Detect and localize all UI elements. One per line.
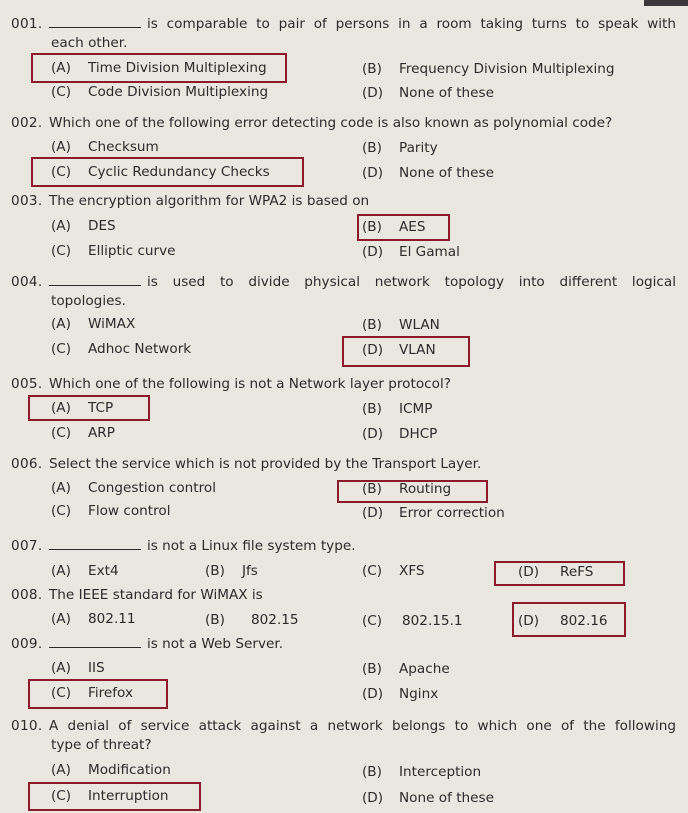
option-d[interactable]: (D) None of these: [362, 165, 494, 181]
option-a[interactable]: (A) 802.11: [51, 611, 136, 627]
question-text: 006. Select the service which is not provided by the Transport Layer.: [11, 456, 482, 472]
option-b[interactable]: (B) Frequency Division Multiplexing: [362, 61, 615, 77]
page-corner-mark: [644, 0, 688, 6]
question-010: [11, 717, 676, 755]
question-number: 008.: [11, 587, 43, 603]
question-text: 002. Which one of the following error detecting code is also known as polynomial code?: [11, 115, 613, 131]
answer-highlight-box: [512, 602, 626, 637]
option-a[interactable]: (A) IIS: [51, 660, 105, 676]
option-d[interactable]: (D) El Gamal: [362, 244, 460, 260]
question-number: 003.: [11, 193, 43, 209]
option-c[interactable]: (C) 802.15.1: [362, 613, 463, 629]
option-b[interactable]: (B) Parity: [362, 140, 438, 156]
question-text-line1: A denial of service attack against a network belongs to which one of the following: [49, 718, 676, 734]
question-number: 009.: [11, 636, 43, 652]
option-c[interactable]: (C) ARP: [51, 425, 115, 441]
question-007: [11, 537, 676, 556]
option-a[interactable]: (A) Time Division Multiplexing: [51, 60, 267, 76]
option-b[interactable]: (B) AES: [362, 219, 426, 235]
option-d[interactable]: (D) DHCP: [362, 426, 438, 442]
question-text-line2: topologies.: [51, 293, 126, 309]
option-c[interactable]: (C) Cyclic Redundancy Checks: [51, 164, 270, 180]
option-a[interactable]: (A) Checksum: [51, 139, 159, 155]
question-number: 004.: [11, 274, 43, 290]
question-number: 010.: [11, 718, 43, 734]
question-003: [11, 192, 676, 211]
option-b[interactable]: (B) 802.15: [205, 612, 299, 628]
option-a[interactable]: (A) DES: [51, 218, 116, 234]
question-number: 002.: [11, 115, 43, 131]
question-text: [11, 717, 676, 736]
answer-blank: [49, 635, 141, 648]
question-006: [11, 455, 676, 474]
answer-blank: [49, 537, 141, 550]
option-d[interactable]: (D) ReFS: [518, 564, 594, 580]
question-text: 007. is not a Linux file system type.: [11, 538, 356, 554]
question-text: 008. The IEEE standard for WiMAX is: [11, 587, 263, 603]
question-text: 003. The encryption algorithm for WPA2 is based on: [11, 193, 370, 209]
question-001: [11, 15, 676, 53]
answer-highlight-box: [357, 214, 450, 241]
option-d[interactable]: (D) Error correction: [362, 505, 505, 521]
option-d[interactable]: (D) VLAN: [362, 342, 436, 358]
question-text-line1: is used to divide physical network topology into different logical: [147, 274, 676, 290]
question-number: 005.: [11, 376, 43, 392]
question-002: [11, 114, 676, 133]
answer-blank: [49, 273, 141, 286]
option-d[interactable]: (D) 802.16: [518, 613, 608, 629]
answer-blank: [49, 15, 141, 28]
answer-highlight-box: [28, 782, 201, 811]
option-a[interactable]: (A) WiMAX: [51, 316, 136, 332]
option-c[interactable]: (C) Flow control: [51, 503, 171, 519]
option-b[interactable]: (B) ICMP: [362, 401, 433, 417]
answer-highlight-box: [31, 53, 287, 83]
option-b[interactable]: (B) Jfs: [205, 563, 258, 579]
option-b[interactable]: (B) WLAN: [362, 317, 440, 333]
question-number: 001.: [11, 16, 43, 32]
question-text: [11, 15, 676, 34]
question-text-line2: each other.: [51, 35, 128, 51]
question-text: 005. Which one of the following is not a Network layer protocol?: [11, 376, 451, 392]
question-004: [11, 273, 676, 311]
option-c[interactable]: (C) XFS: [362, 563, 425, 579]
option-a[interactable]: (A) TCP: [51, 400, 114, 416]
question-number: 007.: [11, 538, 43, 554]
question-text: 009. is not a Web Server.: [11, 636, 284, 652]
option-d[interactable]: (D) Nginx: [362, 686, 439, 702]
question-number: 006.: [11, 456, 43, 472]
option-c[interactable]: (C) Elliptic curve: [51, 243, 176, 259]
option-a[interactable]: (A) Congestion control: [51, 480, 216, 496]
option-a[interactable]: (A) Modification: [51, 762, 171, 778]
option-d[interactable]: (D) None of these: [362, 85, 494, 101]
option-d[interactable]: (D) None of these: [362, 790, 494, 806]
question-005: [11, 375, 676, 394]
option-c[interactable]: (C) Adhoc Network: [51, 341, 192, 357]
question-text-line2: type of threat?: [51, 737, 152, 753]
answer-highlight-box: [28, 395, 150, 421]
answer-highlight-box: [337, 480, 488, 503]
option-b[interactable]: (B) Apache: [362, 661, 450, 677]
option-c[interactable]: (C) Code Division Multiplexing: [51, 84, 269, 100]
option-a[interactable]: (A) Ext4: [51, 563, 119, 579]
question-text: [11, 273, 676, 292]
answer-highlight-box: [31, 157, 304, 187]
option-b[interactable]: (B) Interception: [362, 764, 482, 780]
question-text-line1: is comparable to pair of persons in a room taking turns to speak with: [147, 16, 676, 32]
answer-highlight-box: [28, 679, 168, 709]
answer-highlight-box: [342, 336, 470, 367]
answer-highlight-box: [494, 561, 625, 586]
question-009: [11, 635, 676, 654]
option-b[interactable]: (B) Routing: [362, 481, 452, 497]
option-c[interactable]: (C) Interruption: [51, 788, 169, 804]
option-c[interactable]: (C) Firefox: [51, 685, 133, 701]
